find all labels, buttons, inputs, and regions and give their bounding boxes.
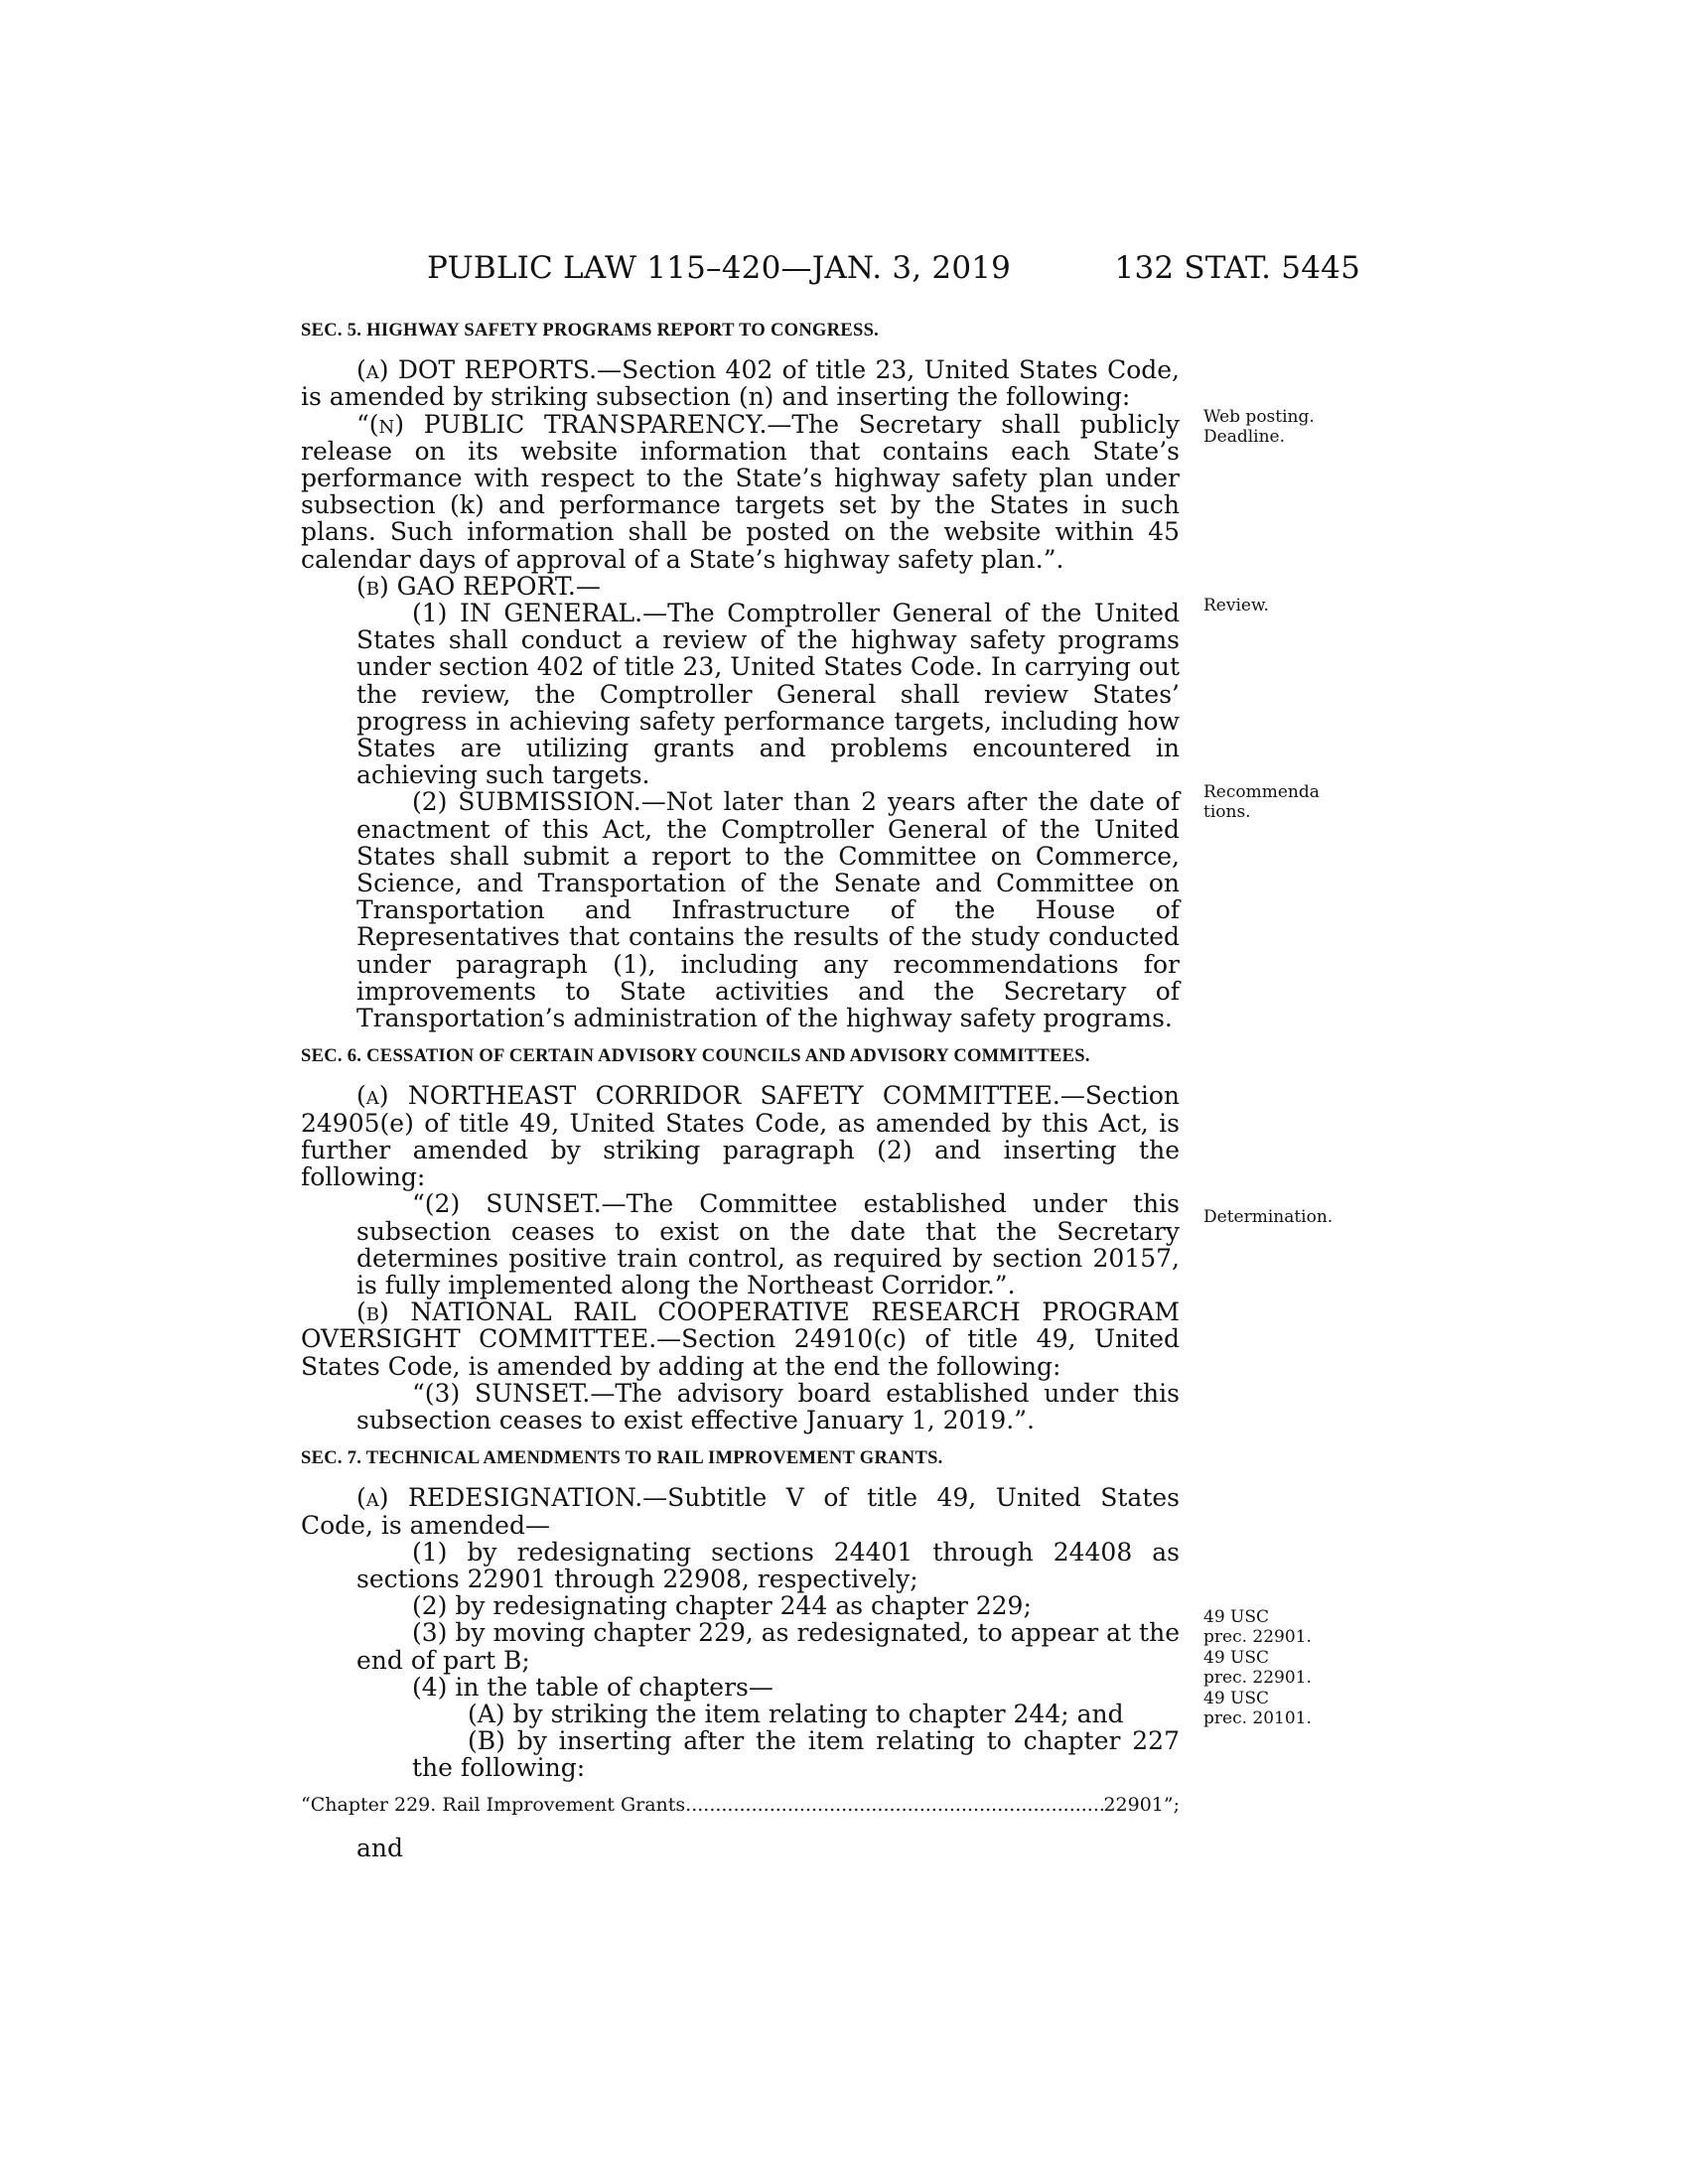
sec7-item-2: (2) by redesignating chapter 244 as chapter 229; [412, 1591, 1032, 1621]
sec7-item-3: (3) by moving chapter 229, as redesignated, to appear at the end of part B; [356, 1618, 1180, 1675]
section-6-heading: SEC. 6. CESSATION OF CERTAIN ADVISORY COUNCILS AND ADVISORY COMMITTEES. [301, 1046, 1090, 1067]
sec5-n-heading: “(n) PUBLIC TRANSPARENCY.— [356, 409, 792, 439]
toc-page-ref: 22901”; [1103, 1793, 1180, 1816]
sec5-quoted-subsection-n [301, 411, 1180, 573]
margin-note-web-posting: Web posting. Deadline. [1203, 407, 1315, 447]
running-header: PUBLIC LAW 115–420—JAN. 3, 2019 [427, 250, 1012, 286]
sec7-item-B: (B) by inserting after the item relating to chapter 227 the following: [412, 1726, 1180, 1783]
sec6-subsection-b [301, 1298, 1180, 1380]
sec6-a-heading: (a) NORTHEAST CORRIDOR SAFETY COMMITTEE.— [356, 1081, 1085, 1111]
sec5-b1-text: The Comptroller General of the United States shall conduct a review of the highway safety programs under section 402 of title 23, United States Code. In carrying out the review, the Comptroller General shall review States’ progress in achieving safety performance targets, including how States are utilizing grants and problems encountered in achieving such targets. [356, 599, 1181, 790]
sec5-n-text: The Secretary shall publicly release on its website information that contains each State’s performance with respect to the State’s highway safety plan under subsection (k) and performance targets set by the States in such plans. Such information shall be posted on the website within 45 calendar days of approval of a State’s highway safety plan.”. [301, 409, 1180, 574]
margin-note-recommendations: Recommendations. [1203, 782, 1320, 822]
sec7-item-A: (A) by striking the item relating to chapter 244; and [468, 1699, 1124, 1728]
statute-page-number: 132 STAT. 5445 [1114, 250, 1360, 286]
sec6-b3-text: The advisory board established under this subsection ceases to exist effective January 1, 2019.”. [356, 1378, 1180, 1434]
sec6-a2-heading: “(2) SUNSET.— [412, 1189, 627, 1219]
sec5-b-paragraph-2 [356, 788, 1180, 1031]
section-7-heading: SEC. 7. TECHNICAL AMENDMENTS TO RAIL IMPROVEMENT GRANTS. [301, 1448, 943, 1469]
sec7-subsection-a [301, 1484, 1180, 1538]
margin-note-usc-1: 49 USC prec. 22901. [1203, 1607, 1312, 1647]
continuation-and: and [356, 1833, 404, 1862]
margin-note-usc-3: 49 USC prec. 20101. [1203, 1689, 1312, 1728]
margin-note-determination: Determination. [1203, 1207, 1334, 1227]
sec5-b2-heading: (2) SUBMISSION.— [412, 787, 666, 817]
sec7-item-1: (1) by redesignating sections 24401 through 24408 as sections 22901 through 22908, respectively; [356, 1537, 1180, 1593]
sec6-b-heading: (b) NATIONAL RAIL COOPERATIVE RESEARCH PROGRAM OVERSIGHT COMMITTEE.— [301, 1297, 1180, 1354]
sec6-a-text: Section 24905(e) of title 49, United States Code, as amended by this Act, is further amended by striking paragraph (2) and inserting the following: [301, 1081, 1180, 1192]
section-5-heading: SEC. 5. HIGHWAY SAFETY PROGRAMS REPORT TO CONGRESS. [301, 321, 880, 341]
table-of-chapters-entry [301, 1792, 1180, 1819]
sec6-b3-heading: “(3) SUNSET.— [412, 1378, 616, 1408]
sec6-subsection-a [301, 1082, 1180, 1190]
sec5-b1-heading: (1) IN GENERAL.— [412, 599, 668, 628]
sec5-a-text: Section 402 of title 23, United States Code, is amended by striking subsection (n) and inserting the following: [301, 355, 1180, 412]
sec5-subsection-a [301, 356, 1180, 410]
sec7-a-text: Subtitle V of title 49, United States Code, is amended— [301, 1483, 1180, 1540]
sec5-b-heading: (b) GAO REPORT.— [356, 571, 601, 601]
sec6-quoted-paragraph-2 [356, 1190, 1180, 1298]
margin-note-usc-2: 49 USC prec. 22901. [1203, 1648, 1312, 1688]
sec6-b-text: Section 24910(c) of title 49, United States Code, is amended by adding at the end the following: [301, 1324, 1180, 1381]
margin-note-review: Review. [1203, 596, 1269, 615]
main-text-column [301, 318, 1180, 1861]
sec5-b-paragraph-1 [356, 600, 1180, 788]
toc-leader-dots [685, 1792, 1103, 1819]
sec5-a-heading: (a) DOT REPORTS.— [356, 355, 623, 385]
sec5-b2-text: Not later than 2 years after the date of enactment of this Act, the Comptroller General of the United States shall submit a report to the Committee on Commerce, Science, and Transportation of the Senate and Committee on Transportation and Infrastructure of the House of Representatives that contains the results of the study conducted under paragraph (1), including any recommendations for improvements to State activities and the Secretary of Transportation’s administration of the highway safety programs. [356, 787, 1180, 1033]
sec5-subsection-b [301, 573, 1180, 600]
sec7-item-4: (4) in the table of chapters— [412, 1672, 774, 1702]
toc-chapter-label: “Chapter 229. Rail Improvement Grants [301, 1793, 686, 1816]
sec7-a-heading: (a) REDESIGNATION.— [356, 1483, 668, 1513]
sec6-quoted-paragraph-3 [356, 1380, 1180, 1433]
sec6-a2-text: The Committee established under this subsection ceases to exist on the date that the Secretary determines positive train control, as required by section 20157, is fully implemented along the Northeast Corridor.”. [356, 1189, 1180, 1299]
